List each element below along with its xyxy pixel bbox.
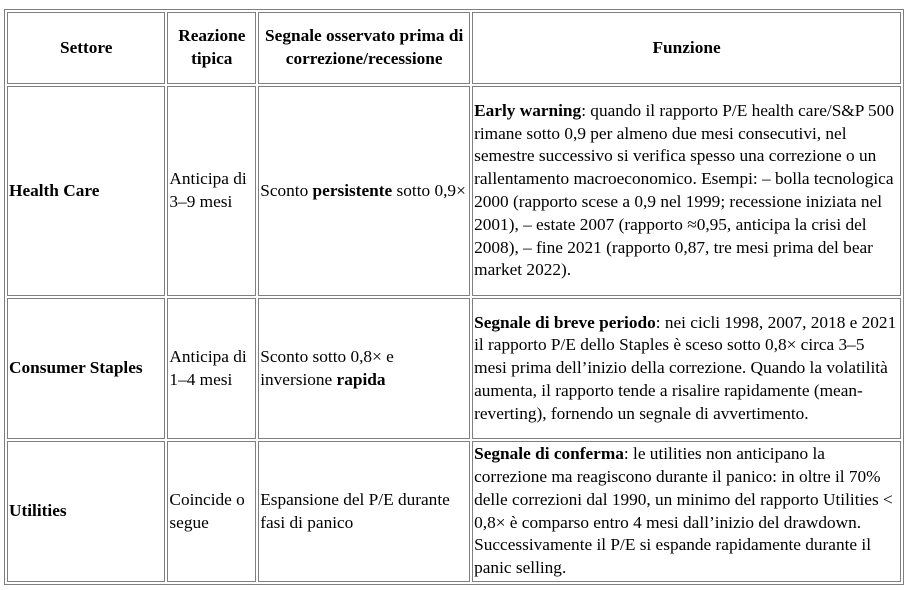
function-text: : quando il rapporto P/E health care/S&P 500 rimane sotto 0,9 per almeno due mesi consecutivi, nel semestre successivo si verifica spesso una correzione o un rallentamento macroeconomico. Esempi: – bolla tecnologica 2000 (rapporto scese a 0,9 nel 1999; recessione iniziata nel 2001), – estate 2007 (rapporto ≈0,95, anticipa la crisi del 2008), – fine 2021 (rapporto 0,87, tre mesi prima del bear market 2022). [474,100,894,280]
function-cell [472,441,901,582]
function-title: Early warning [474,100,582,120]
function-cell [472,298,901,439]
signal-emphasis: rapida [336,369,386,389]
reaction-cell: Anticipa di 1–4 mesi [167,298,256,439]
table-row [7,441,901,582]
signal-text: Sconto [260,180,313,200]
function-text: : nei cicli 1998, 2007, 2018 e 2021 il rapporto P/E dello Staples è sceso sotto 0,8× circa 3–5 mesi prima dell’inizio della correzione. Quando la volatilità aumenta, il rapporto tende a risalire rapidamente (mean-reverting), fornendo un segnale di avvertimento. [474,312,897,423]
header-funzione: Funzione [472,12,901,84]
signal-emphasis: persistente [312,180,393,200]
function-title: Segnale di conferma [474,444,624,464]
signal-text: Espansione del P/E durante fasi di panico [260,489,450,532]
header-segnale: Segnale osservato prima di correzione/recessione [258,12,470,84]
table-row [7,298,901,439]
header-settore: Settore [7,12,165,84]
signal-cell [258,298,470,439]
reaction-cell: Coincide o segue [167,441,256,582]
function-text: : le utilities non anticipano la correzione ma reagiscono durante il panico: in oltre il 70% delle correzioni dal 1990, un minimo del rapporto Utilities < 0,8× è comparso entro 4 mesi dall’inizio del drawdown. Successivamente il P/E si espande rapidamente durante il panic selling. [474,444,893,578]
signal-cell [258,441,470,582]
signal-text-end: sotto 0,9× [392,180,466,200]
sector-cell: Utilities [7,441,165,582]
function-title: Segnale di breve periodo [474,312,656,332]
reaction-cell: Anticipa di 3–9 mesi [167,86,256,296]
sector-cell: Consumer Staples [7,298,165,439]
sector-cell: Health Care [7,86,165,296]
function-cell [472,86,901,296]
header-row [7,12,901,84]
signal-text: Sconto sotto 0,8× e inversione [260,346,394,389]
sector-signal-table [4,9,904,585]
header-reazione: Reazione tipica [167,12,256,84]
table-row [7,86,901,296]
signal-cell [258,86,470,296]
